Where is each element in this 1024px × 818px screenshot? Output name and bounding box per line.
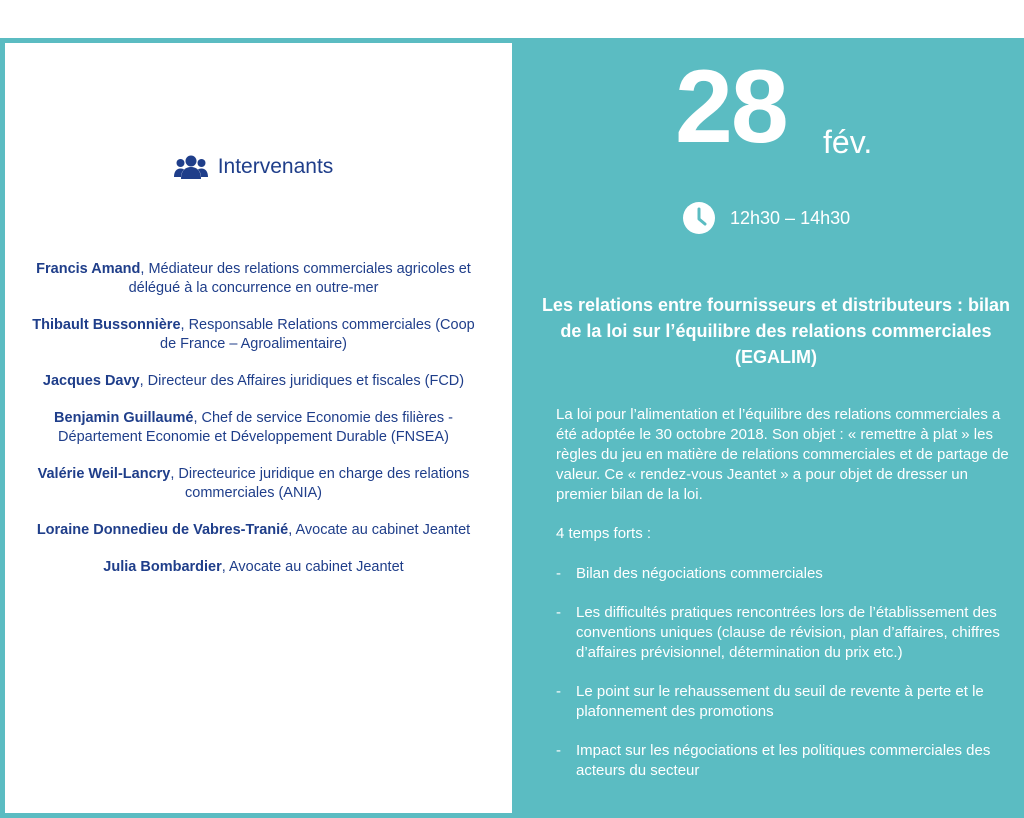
speaker-role: , Avocate au cabinet Jeantet — [288, 522, 471, 538]
speaker-role: , Directeur des Affaires juridiques et fiscales (FCD) — [139, 373, 465, 389]
bullet-dash: - — [556, 604, 561, 621]
speaker-item — [0, 465, 507, 503]
speaker-item — [0, 521, 507, 540]
users-icon — [174, 154, 208, 180]
speaker-role: , Directeurice juridique en charge des relations commerciales (ANIA) — [170, 466, 470, 501]
event-time-row — [682, 201, 850, 235]
speaker-name: Julia Bombardier — [103, 559, 222, 575]
key-point — [556, 682, 1010, 722]
speaker-item — [0, 372, 507, 391]
event-description: La loi pour l’alimentation et l’équilibre des relations commerciales a été adoptée le 30 octobre 2018. Son objet : « remettre à plat » les règles du jeu en matière de relations commerciales et de partage de valeur. Ce « rendez-vous Jeantet » a pour objet de dresser un premier bilan de la loi. — [556, 406, 1009, 503]
speaker-name: Benjamin Guillaumé — [54, 410, 194, 426]
speaker-item — [0, 260, 507, 298]
event-time: 12h30 – 14h30 — [730, 207, 851, 228]
speaker-item — [0, 409, 507, 447]
speaker-name: Thibault Bussonnière — [32, 317, 181, 333]
bullet-dash: - — [556, 683, 561, 700]
speaker-role: , Médiateur des relations commerciales agricoles et délégué à la concurrence en outre-mer — [128, 261, 471, 296]
bullet-dash: - — [556, 742, 561, 759]
bullet-dash: - — [556, 565, 561, 582]
speaker-item — [0, 316, 507, 354]
speaker-role: , Responsable Relations commerciales (Coop de France – Agroalimentaire) — [160, 317, 475, 352]
key-points-label: 4 temps forts : — [556, 525, 652, 542]
event-title: Les relations entre fournisseurs et distributeurs : bilan de la loi sur l’équilibre des relations commerciales (EGALIM) — [541, 295, 1011, 367]
speaker-name: Jacques Davy — [42, 373, 140, 389]
key-point — [556, 564, 1010, 584]
event-day: 28 — [675, 49, 787, 165]
event-month: fév. — [823, 124, 873, 160]
intervenants-title: Intervenants — [217, 155, 334, 178]
speaker-name: Francis Amand — [36, 261, 141, 277]
speaker-name: Valérie Weil-Lancry — [37, 466, 171, 482]
key-points-list — [556, 564, 1010, 800]
speaker-name: Loraine Donnedieu de Vabres-Tranié — [36, 522, 289, 538]
intervenants-header — [0, 154, 507, 180]
key-point-text: Les difficultés pratiques rencontrées lors de l’établissement des conventions uniques (clause de révision, plan d’affaires, chiffres d’affaires prévisionnel, détermination du prix etc.) — [576, 604, 1000, 661]
key-point — [556, 741, 1010, 781]
speaker-item — [0, 558, 507, 577]
speaker-list — [0, 260, 507, 595]
key-point-text: Bilan des négociations commerciales — [576, 565, 823, 582]
clock-icon — [682, 201, 716, 235]
key-point-text: Impact sur les négociations et les politiques commerciales des acteurs du secteur — [576, 742, 991, 779]
speaker-role: , Avocate au cabinet Jeantet — [221, 559, 404, 575]
key-point — [556, 603, 1010, 663]
key-point-text: Le point sur le rehaussement du seuil de revente à perte et le plafonnement des promotions — [576, 683, 984, 720]
speaker-role: , Chef de service Economie des filières - Département Economie et Développement Durable (FNSEA) — [58, 410, 453, 445]
